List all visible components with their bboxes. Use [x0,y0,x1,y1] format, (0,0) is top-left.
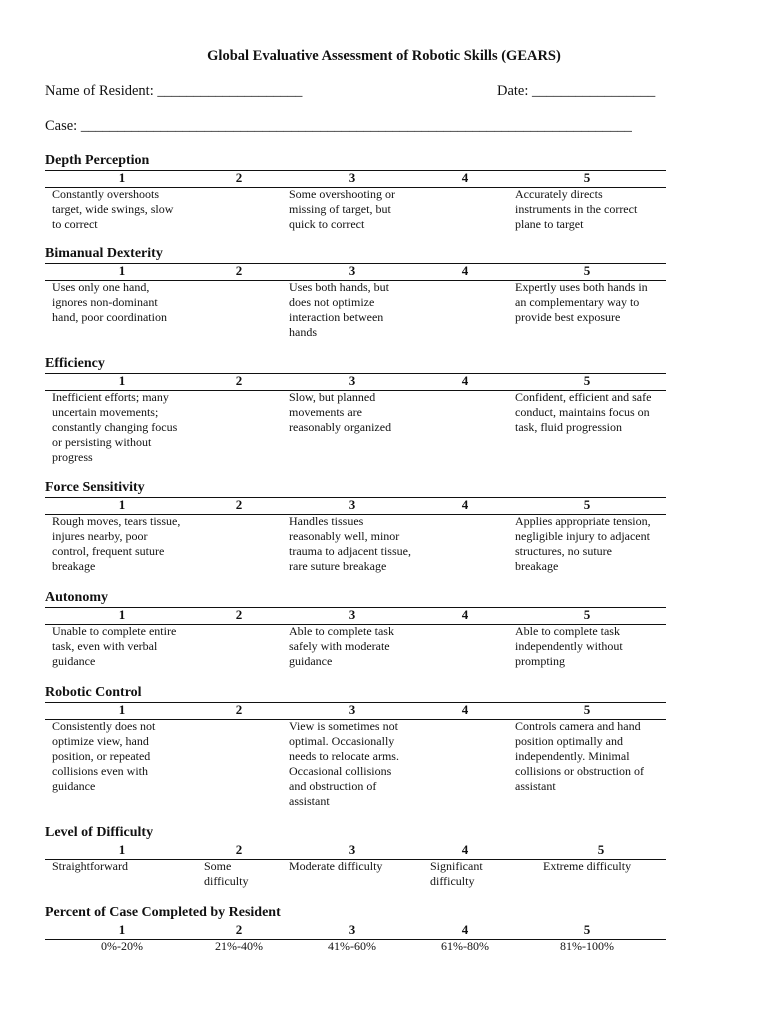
score-3-description: Able to complete task safely with moderate guidance [289,624,394,668]
difficulty-score-2: 2 [235,842,243,857]
score-5-label: 5 [583,263,591,278]
score-2-label: 2 [235,373,243,388]
resident-name-field[interactable]: Name of Resident: ____________________ [45,83,303,99]
score-5-label: 5 [583,373,591,388]
difficulty-label-3: Moderate difficulty [289,859,383,873]
score-3-label: 3 [348,373,356,388]
score-1-description: Consistently does not optimize view, hand position, or repeated collisions even with guidance [52,719,156,793]
score-2-label: 2 [235,263,243,278]
percent-label-1: 0%-20% [101,939,143,953]
percent-label-2: 21%-40% [215,939,263,953]
difficulty-score-4: 4 [461,842,469,857]
difficulty-title: Level of Difficulty [45,825,154,840]
score-2-label: 2 [235,170,243,185]
score-4-label: 4 [461,373,469,388]
percent-score-4: 4 [461,922,469,937]
score-2-label: 2 [235,702,243,717]
score-1-description: Inefficient efforts; many uncertain movements; constantly changing focus or persisting without progress [52,390,178,464]
score-3-description: Slow, but planned movements are reasonably organized [289,390,392,434]
score-4-label: 4 [461,607,469,622]
section-title: Autonomy [45,590,109,605]
score-5-label: 5 [583,607,591,622]
percent-score-1: 1 [118,922,126,937]
score-1-label: 1 [118,497,126,512]
section-title: Depth Perception [45,153,150,168]
score-5-description: Confident, efficient and safe conduct, maintains focus on task, fluid progression [515,390,652,434]
difficulty-label-4: Significant difficulty [430,859,483,888]
score-2-label: 2 [235,607,243,622]
score-3-description: Uses both hands, but does not optimize interaction between hands [289,280,389,339]
score-1-label: 1 [118,373,126,388]
percent-label-4: 61%-80% [441,939,489,953]
score-5-description: Expertly uses both hands in an complementary way to provide best exposure [515,280,648,324]
percent-score-2: 2 [235,922,243,937]
difficulty-label-1: Straightforward [52,859,128,873]
score-3-description: View is sometimes not optimal. Occasionally needs to relocate arms. Occasional collisions and obstruction of assistant [289,719,399,808]
date-field[interactable]: Date: _________________ [497,83,656,99]
score-1-description: Rough moves, tears tissue, injures nearby, poor control, frequent suture breakage [52,514,181,573]
difficulty-label-2: Some difficulty [204,859,249,888]
percent-label-5: 81%-100% [560,939,614,953]
score-1-description: Constantly overshoots target, wide swings, slow to correct [52,187,174,231]
score-5-label: 5 [583,497,591,512]
score-5-description: Applies appropriate tension, negligible injury to adjacent structures, no suture breakage [515,514,651,573]
page-title: Global Evaluative Assessment of Robotic Skills (GEARS) [207,48,561,64]
score-1-label: 1 [118,170,126,185]
score-5-label: 5 [583,702,591,717]
score-1-description: Uses only one hand, ignores non-dominant hand, poor coordination [52,280,167,324]
score-4-label: 4 [461,170,469,185]
score-3-label: 3 [348,607,356,622]
percent-label-3: 41%-60% [328,939,376,953]
section-title: Robotic Control [45,685,142,700]
score-5-label: 5 [583,170,591,185]
score-1-label: 1 [118,263,126,278]
difficulty-score-5: 5 [597,842,605,857]
score-5-description: Controls camera and hand position optimally and independently. Minimal collisions or obstruction of assistant [515,719,644,793]
section-title: Efficiency [45,356,105,371]
score-3-description: Some overshooting or missing of target, but quick to correct [289,187,395,231]
case-field[interactable]: Case: ____________________________________________________________________________ [45,118,632,134]
percent-title: Percent of Case Completed by Resident [45,905,281,920]
score-2-label: 2 [235,497,243,512]
score-1-label: 1 [118,702,126,717]
difficulty-score-1: 1 [118,842,126,857]
section-title: Force Sensitivity [45,480,145,495]
percent-score-5: 5 [583,922,591,937]
score-4-label: 4 [461,702,469,717]
percent-score-3: 3 [348,922,356,937]
difficulty-score-3: 3 [348,842,356,857]
score-5-description: Able to complete task independently without prompting [515,624,623,668]
score-3-description: Handles tissues reasonably well, minor trauma to adjacent tissue, rare suture breakage [289,514,411,573]
score-3-label: 3 [348,263,356,278]
score-1-label: 1 [118,607,126,622]
score-3-label: 3 [348,170,356,185]
score-3-label: 3 [348,497,356,512]
score-4-label: 4 [461,263,469,278]
section-title: Bimanual Dexterity [45,246,163,261]
score-4-label: 4 [461,497,469,512]
score-1-description: Unable to complete entire task, even with verbal guidance [52,624,177,668]
difficulty-label-5: Extreme difficulty [543,859,632,873]
score-5-description: Accurately directs instruments in the correct plane to target [515,187,638,231]
score-3-label: 3 [348,702,356,717]
